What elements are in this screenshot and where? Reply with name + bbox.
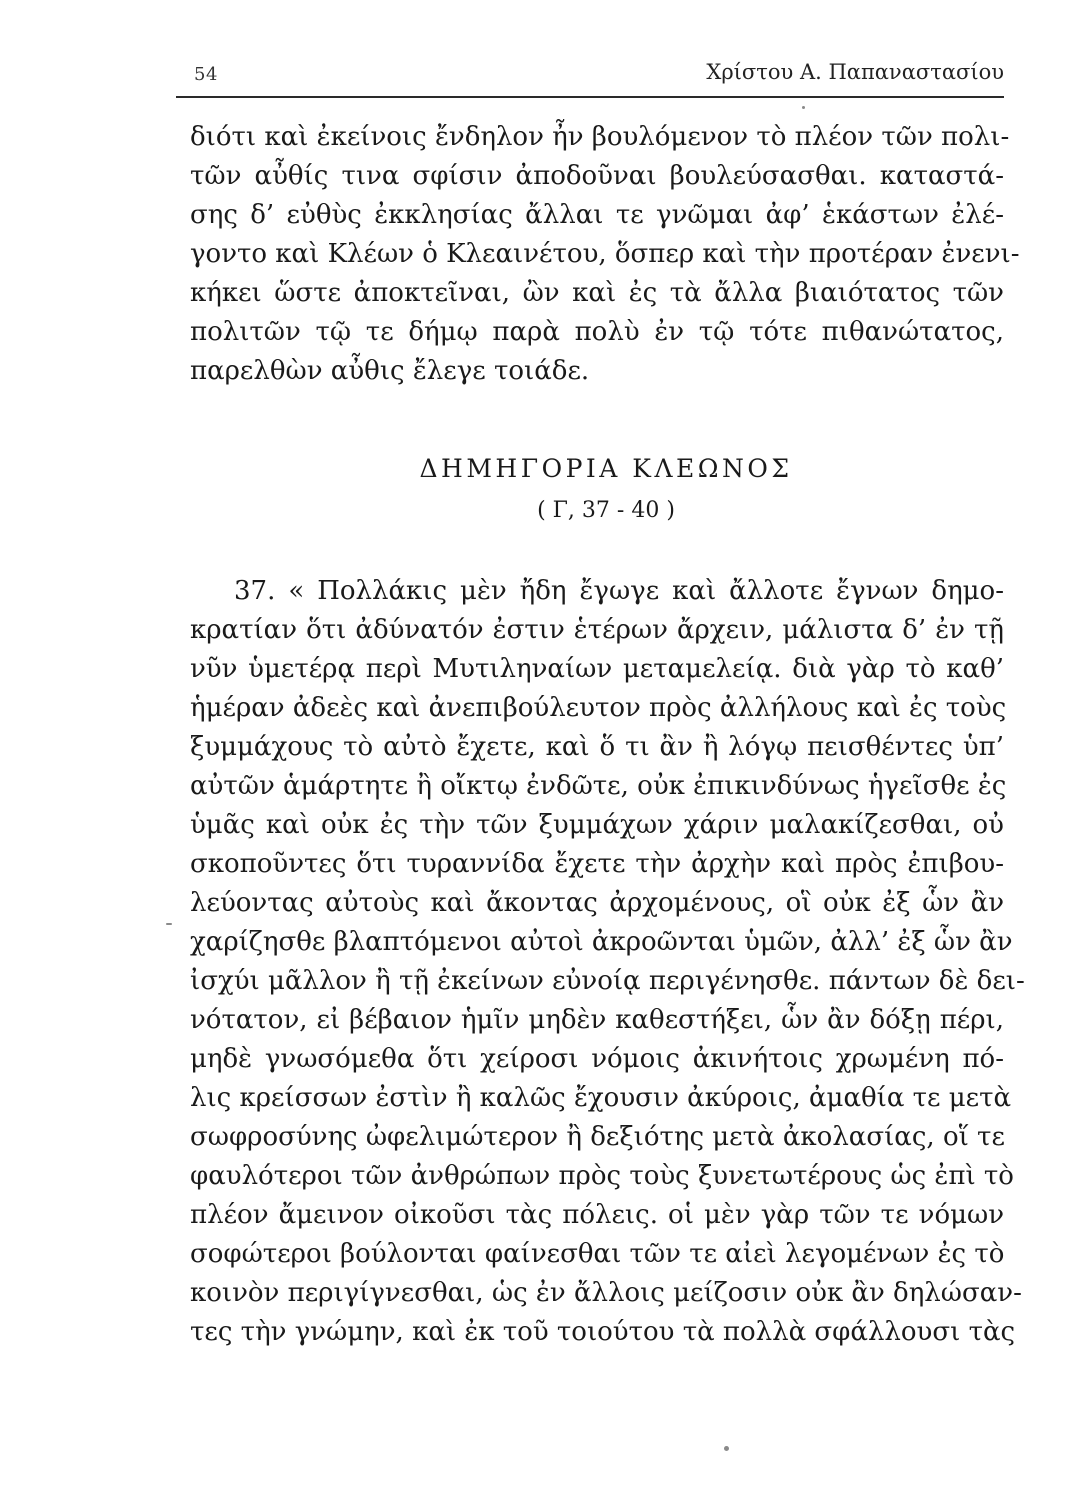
text-line: σοφώτεροι βούλονται φαίνεσθαι τῶν τε αἰεὶ λεγομένων ἐς τὸ <box>190 1239 1005 1269</box>
text-line: κήκει ὥστε ἀποκτεῖναι, ὢν καὶ ἐς τὰ ἄλλα βιαιότατος τῶν <box>190 278 1004 308</box>
header-rule <box>176 96 1004 98</box>
section-reference: ( Γ, 37 - 40 ) <box>537 498 675 523</box>
text-line: γοντο καὶ Κλέων ὁ Κλεαινέτου, ὅσπερ καὶ τὴν προτέραν ἐνενι- <box>190 239 1020 269</box>
text-line: νότατον, εἰ βέβαιον ἡμῖν μηδὲν καθεστήξει, ὧν ἂν δόξῃ πέρι, <box>190 1005 1004 1035</box>
text-line: ἡμέραν ἀδεὲς καὶ ἀνεπιβούλευτον πρὸς ἀλλήλους καὶ ἐς τοὺς <box>190 693 1007 723</box>
text-line: σκοποῦντες ὅτι τυραννίδα ἔχετε τὴν ἀρχὴν καὶ πρὸς ἐπιβου- <box>190 849 1004 879</box>
text-line: παρελθὼν αὖθις ἔλεγε τοιάδε. <box>190 356 590 386</box>
page-number: 54 <box>194 64 218 85</box>
running-head-author: Χρίστου Α. Παπαναστασίου <box>706 60 1004 84</box>
text-line: τες τὴν γνώμην, καὶ ἐκ τοῦ τοιούτου τὰ πολλὰ σφάλλουσι τὰς <box>190 1317 1016 1347</box>
text-line: πολιτῶν τῷ τε δήμῳ παρὰ πολὺ ἐν τῷ τότε πιθανώτατος, <box>190 317 1004 347</box>
text-line: λεύοντας αὐτοὺς καὶ ἄκοντας ἀρχομένους, οἳ οὐκ ἐξ ὧν ἂν <box>190 888 1004 918</box>
text-line: σης δ’ εὐθὺς ἐκκλησίας ἄλλαι τε γνῶμαι ἀφ’ ἑκάστων ἐλέ- <box>190 200 1004 230</box>
text-line: πλέον ἄμεινον οἰκοῦσι τὰς πόλεις. οἱ μὲν γὰρ τῶν τε νόμων <box>190 1200 1004 1230</box>
ink-speck <box>166 923 172 925</box>
text-line: ξυμμάχους τὸ αὐτὸ ἔχετε, καὶ ὅ τι ἂν ἢ λόγῳ πεισθέντες ὑπ’ <box>190 732 1004 762</box>
ink-speck <box>724 1446 729 1451</box>
section-title: ΔΗΜΗΓΟΡΙΑ ΚΛΕΩΝΟΣ <box>419 454 793 483</box>
text-line: κοινὸν περιγίγνεσθαι, ὡς ἐν ἄλλοις μείζοσιν οὐκ ἂν δηλώσαν- <box>190 1278 1022 1308</box>
text-line: αὐτῶν ἁμάρτητε ἢ οἴκτῳ ἐνδῶτε, οὐκ ἐπικινδύνως ἡγεῖσθε ἐς <box>190 771 1007 801</box>
text-line: ἰσχύι μᾶλλον ἢ τῇ ἐκείνων εὐνοίᾳ περιγένησθε. πάντων δὲ δει- <box>190 966 1025 996</box>
text-line: κρατίαν ὅτι ἀδύνατόν ἐστιν ἑτέρων ἄρχειν, μάλιστα δ’ ἐν τῇ <box>190 615 1004 645</box>
ink-speck <box>802 106 805 109</box>
text-line: μηδὲ γνωσόμεθα ὅτι χείροσι νόμοις ἀκινήτοις χρωμένη πό- <box>190 1044 1004 1074</box>
text-line: νῦν ὑμετέρᾳ περὶ Μυτιληναίων μεταμελείᾳ. διὰ γὰρ τὸ καθ’ <box>190 654 1004 684</box>
text-line: διότι καὶ ἐκείνοις ἔνδηλον ἦν βουλόμενον τὸ πλέον τῶν πολι- <box>190 122 1010 152</box>
text-line: χαρίζησθε βλαπτόμενοι αὐτοὶ ἀκροῶνται ὑμῶν, ἀλλ’ ἐξ ὧν ἂν <box>190 927 1013 957</box>
text-line: σωφροσύνης ὠφελιμώτερον ἢ δεξιότης μετὰ ἀκολασίας, οἵ τε <box>190 1122 1005 1152</box>
text-line: λις κρείσσων ἐστὶν ἢ καλῶς ἔχουσιν ἀκύροις, ἀμαθία τε μετὰ <box>190 1083 1012 1113</box>
text-line: φαυλότεροι τῶν ἀνθρώπων πρὸς τοὺς ξυνετωτέρους ὡς ἐπὶ τὸ <box>190 1161 1014 1191</box>
text-line: τῶν αὖθίς τινα σφίσιν ἀποδοῦναι βουλεύσασθαι. καταστά- <box>190 161 1004 191</box>
text-line: 37. « Πολλάκις μὲν ἤδη ἔγωγε καὶ ἄλλοτε ἔγνων δημο- <box>234 576 1004 606</box>
speech-paragraph <box>190 572 1025 1352</box>
running-head <box>176 58 1004 92</box>
text-line: ὑμᾶς καὶ οὐκ ἐς τὴν τῶν ξυμμάχων χάριν μαλακίζεσθαι, οὐ <box>190 810 1004 840</box>
intro-paragraph <box>190 118 1020 391</box>
